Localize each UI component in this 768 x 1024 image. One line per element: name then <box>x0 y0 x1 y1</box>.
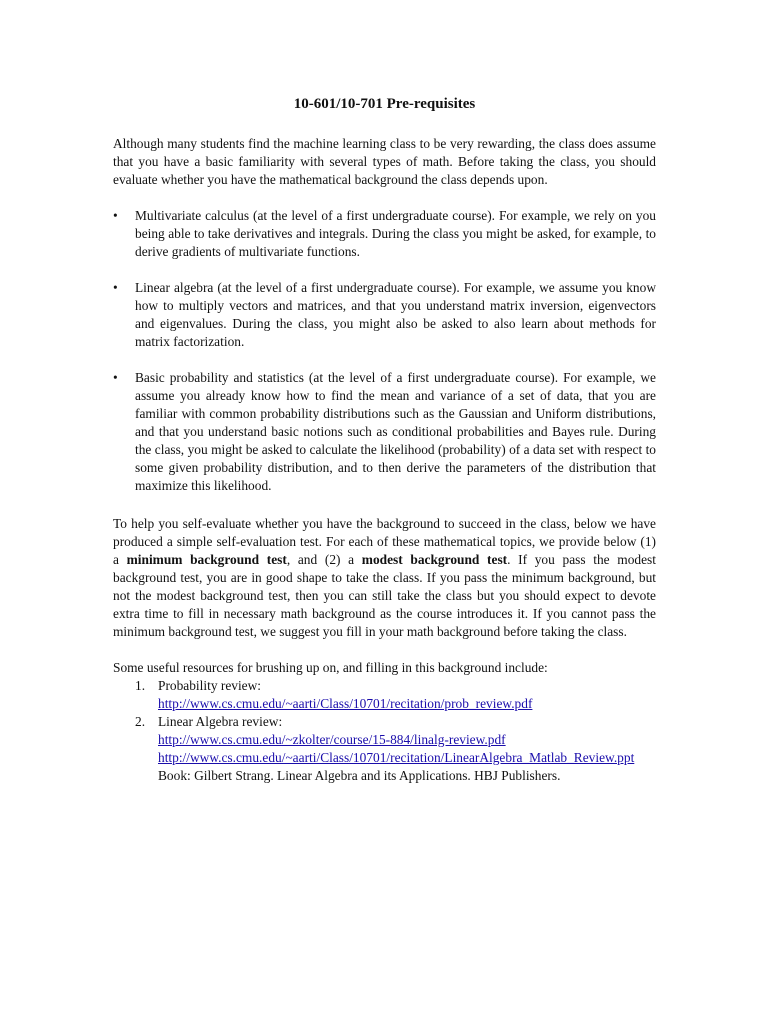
list-item-text: Basic probability and statistics (at the level of a first undergraduate course). For example, we assume you already know how to find the mean and variance of a set of data, that you are familiar with common probability distributions such as the Gaussian and Uniform distributions, and that you understand basic notions such as conditional probabilities and Bayes rule. During the class, you might be asked to calculate the likelihood (probability) of a data set with respect to some given probability distribution, and to then derive the parameters of the distribution that maximize this likelihood. <box>135 370 656 493</box>
resource-item-probability <box>113 677 656 713</box>
resource-label: Probability review: <box>158 678 262 693</box>
self-eval-text-3: . If you pass the modest background test, you are in good shape to take the class. If you pass the minimum background, but not the modest background test, then you can still take the class but you should expect to devote extra time to fill in necessary math background as the course introduces it. If you cannot pass the minimum background test, we suggest you fill in your math background before taking the class. <box>113 552 656 639</box>
intro-paragraph: Although many students find the machine learning class to be very rewarding, the class does assume that you have a basic familiarity with several types of math. Before taking the class, you should evaluate whether you have the mathematical background the class depends upon. <box>113 136 656 187</box>
list-item-linear-algebra <box>113 279 656 351</box>
list-item-text: Multivariate calculus (at the level of a first undergraduate course). For example, we rely on you being able to take derivatives and integrals. During the class you might be asked, for example, to derive gradients of multivariate functions. <box>135 208 656 259</box>
self-evaluation-paragraph <box>113 515 656 641</box>
resource-item-linear-algebra <box>113 713 656 785</box>
linalg-matlab-review-link[interactable]: http://www.cs.cmu.edu/~aarti/Class/10701/recitation/LinearAlgebra_Matlab_Review.ppt <box>158 750 635 765</box>
probability-review-link[interactable]: http://www.cs.cmu.edu/~aarti/Class/10701/recitation/prob_review.pdf <box>158 696 533 711</box>
modest-test-term: modest background test <box>361 552 508 567</box>
resource-label: Linear Algebra review: <box>158 714 283 729</box>
resource-number: 2. <box>135 714 146 729</box>
list-item-probability <box>113 369 656 495</box>
linalg-review-pdf-link[interactable]: http://www.cs.cmu.edu/~zkolter/course/15-884/linalg-review.pdf <box>158 732 506 747</box>
resources-list <box>113 677 656 785</box>
document-page <box>113 94 656 785</box>
list-item-text: Linear algebra (at the level of a first undergraduate course). For example, we assume you know how to multiply vectors and matrices, and that you understand matrix inversion, eigenvectors and eigenvalues. During the class, you might also be asked to also learn about methods for matrix factorization. <box>135 280 656 349</box>
resources-intro: Some useful resources for brushing up on, and filling in this background include: <box>113 660 548 675</box>
list-item-calculus <box>113 207 656 261</box>
prerequisite-list <box>113 207 656 495</box>
resource-number: 1. <box>135 678 146 693</box>
bullet-icon: • <box>113 370 118 385</box>
self-eval-text-1: To help you self-evaluate whether you have the background to succeed in the class, below we have produced a simple self-evaluation test. For each of these mathematical topics, we provide below (1) a <box>113 516 656 567</box>
minimum-test-term: minimum background test <box>126 552 287 567</box>
self-eval-text-2: , and (2) a <box>286 552 362 567</box>
bullet-icon: • <box>113 208 118 223</box>
page-title: 10-601/10-701 Pre-requisites <box>293 96 476 112</box>
bullet-icon: • <box>113 280 118 295</box>
book-reference: Book: Gilbert Strang. Linear Algebra and its Applications. HBJ Publishers. <box>158 768 561 783</box>
